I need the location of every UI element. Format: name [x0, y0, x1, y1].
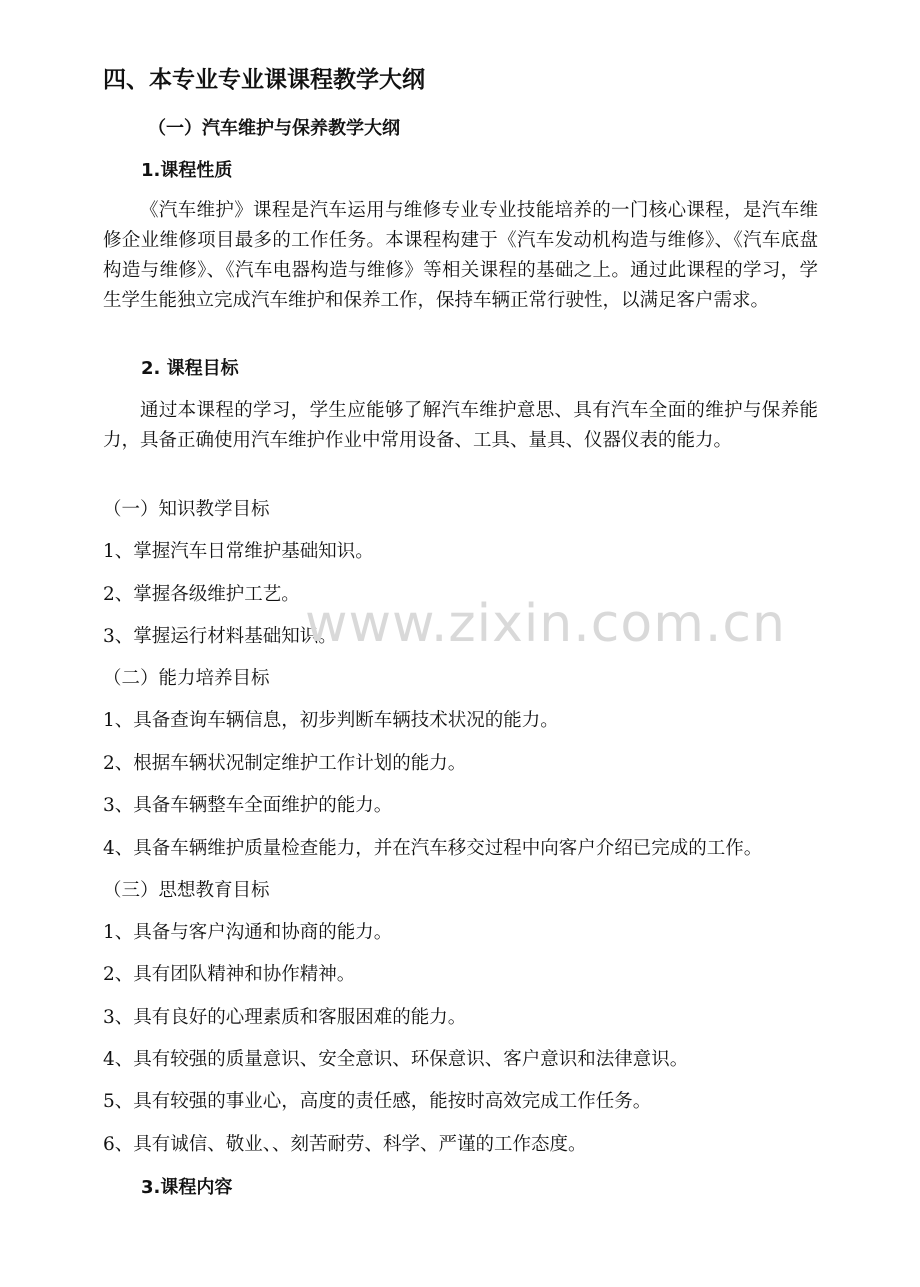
list-item: 1、具备查询车辆信息，初步判断车辆技术状况的能力。	[103, 710, 559, 731]
page-title: 四、本专业专业课课程教学大纲	[103, 67, 425, 93]
list-item: 4、具有较强的质量意识、安全意识、环保意识、客户意识和法律意识。	[103, 1049, 689, 1070]
goal-heading: 2. 课程目标	[141, 358, 239, 379]
section-title: （一）汽车维护与保养教学大纲	[148, 118, 400, 139]
content-heading: 3.课程内容	[141, 1177, 233, 1198]
nature-paragraph: 《汽车维护》课程是汽车运用与维修专业专业技能培养的一门核心课程，是汽车维修企业维修项目最多的工作任务。本课程构建于《汽车发动机构造与维修》、《汽车底盘构造与维修》、《汽车电器构造与维修》等相关课程的基础之上。通过此课程的学习，学生学生能独立完成汽车维护和保养工作，保持车辆正常行驶性，以满足客户需求。	[103, 200, 818, 311]
list-item: 2、具有团队精神和协作精神。	[103, 964, 356, 985]
goal-paragraph: 通过本课程的学习，学生应能够了解汽车维护意思、具有汽车全面的维护与保养能力，具备正确使用汽车维护作业中常用设备、工具、量具、仪器仪表的能力。	[103, 400, 818, 451]
list-item: 3、具有良好的心理素质和客服困难的能力。	[103, 1007, 467, 1028]
knowledge-heading: （一）知识教学目标	[103, 499, 270, 520]
list-item: 5、具有较强的事业心，高度的责任感，能按时高效完成工作任务。	[103, 1091, 652, 1112]
list-item: 1、掌握汽车日常维护基础知识。	[103, 541, 374, 562]
list-item: 2、根据车辆状况制定维护工作计划的能力。	[103, 753, 467, 774]
list-item: 6、具有诚信、敬业、、刻苦耐劳、科学、严谨的工作态度。	[103, 1134, 587, 1155]
ability-heading: （二）能力培养目标	[103, 668, 270, 689]
list-item: 1、具备与客户沟通和协商的能力。	[103, 922, 393, 943]
moral-heading: （三）思想教育目标	[103, 880, 270, 901]
watermark: www.zixin.com.cn	[305, 594, 786, 654]
list-item: 4、具备车辆维护质量检查能力，并在汽车移交过程中向客户介绍已完成的工作。	[103, 838, 763, 859]
list-item: 2、掌握各级维护工艺。	[103, 584, 300, 605]
nature-heading: 1.课程性质	[141, 160, 233, 181]
list-item: 3、具备车辆整车全面维护的能力。	[103, 795, 393, 816]
list-item: 3、掌握运行材料基础知识。	[103, 626, 337, 647]
